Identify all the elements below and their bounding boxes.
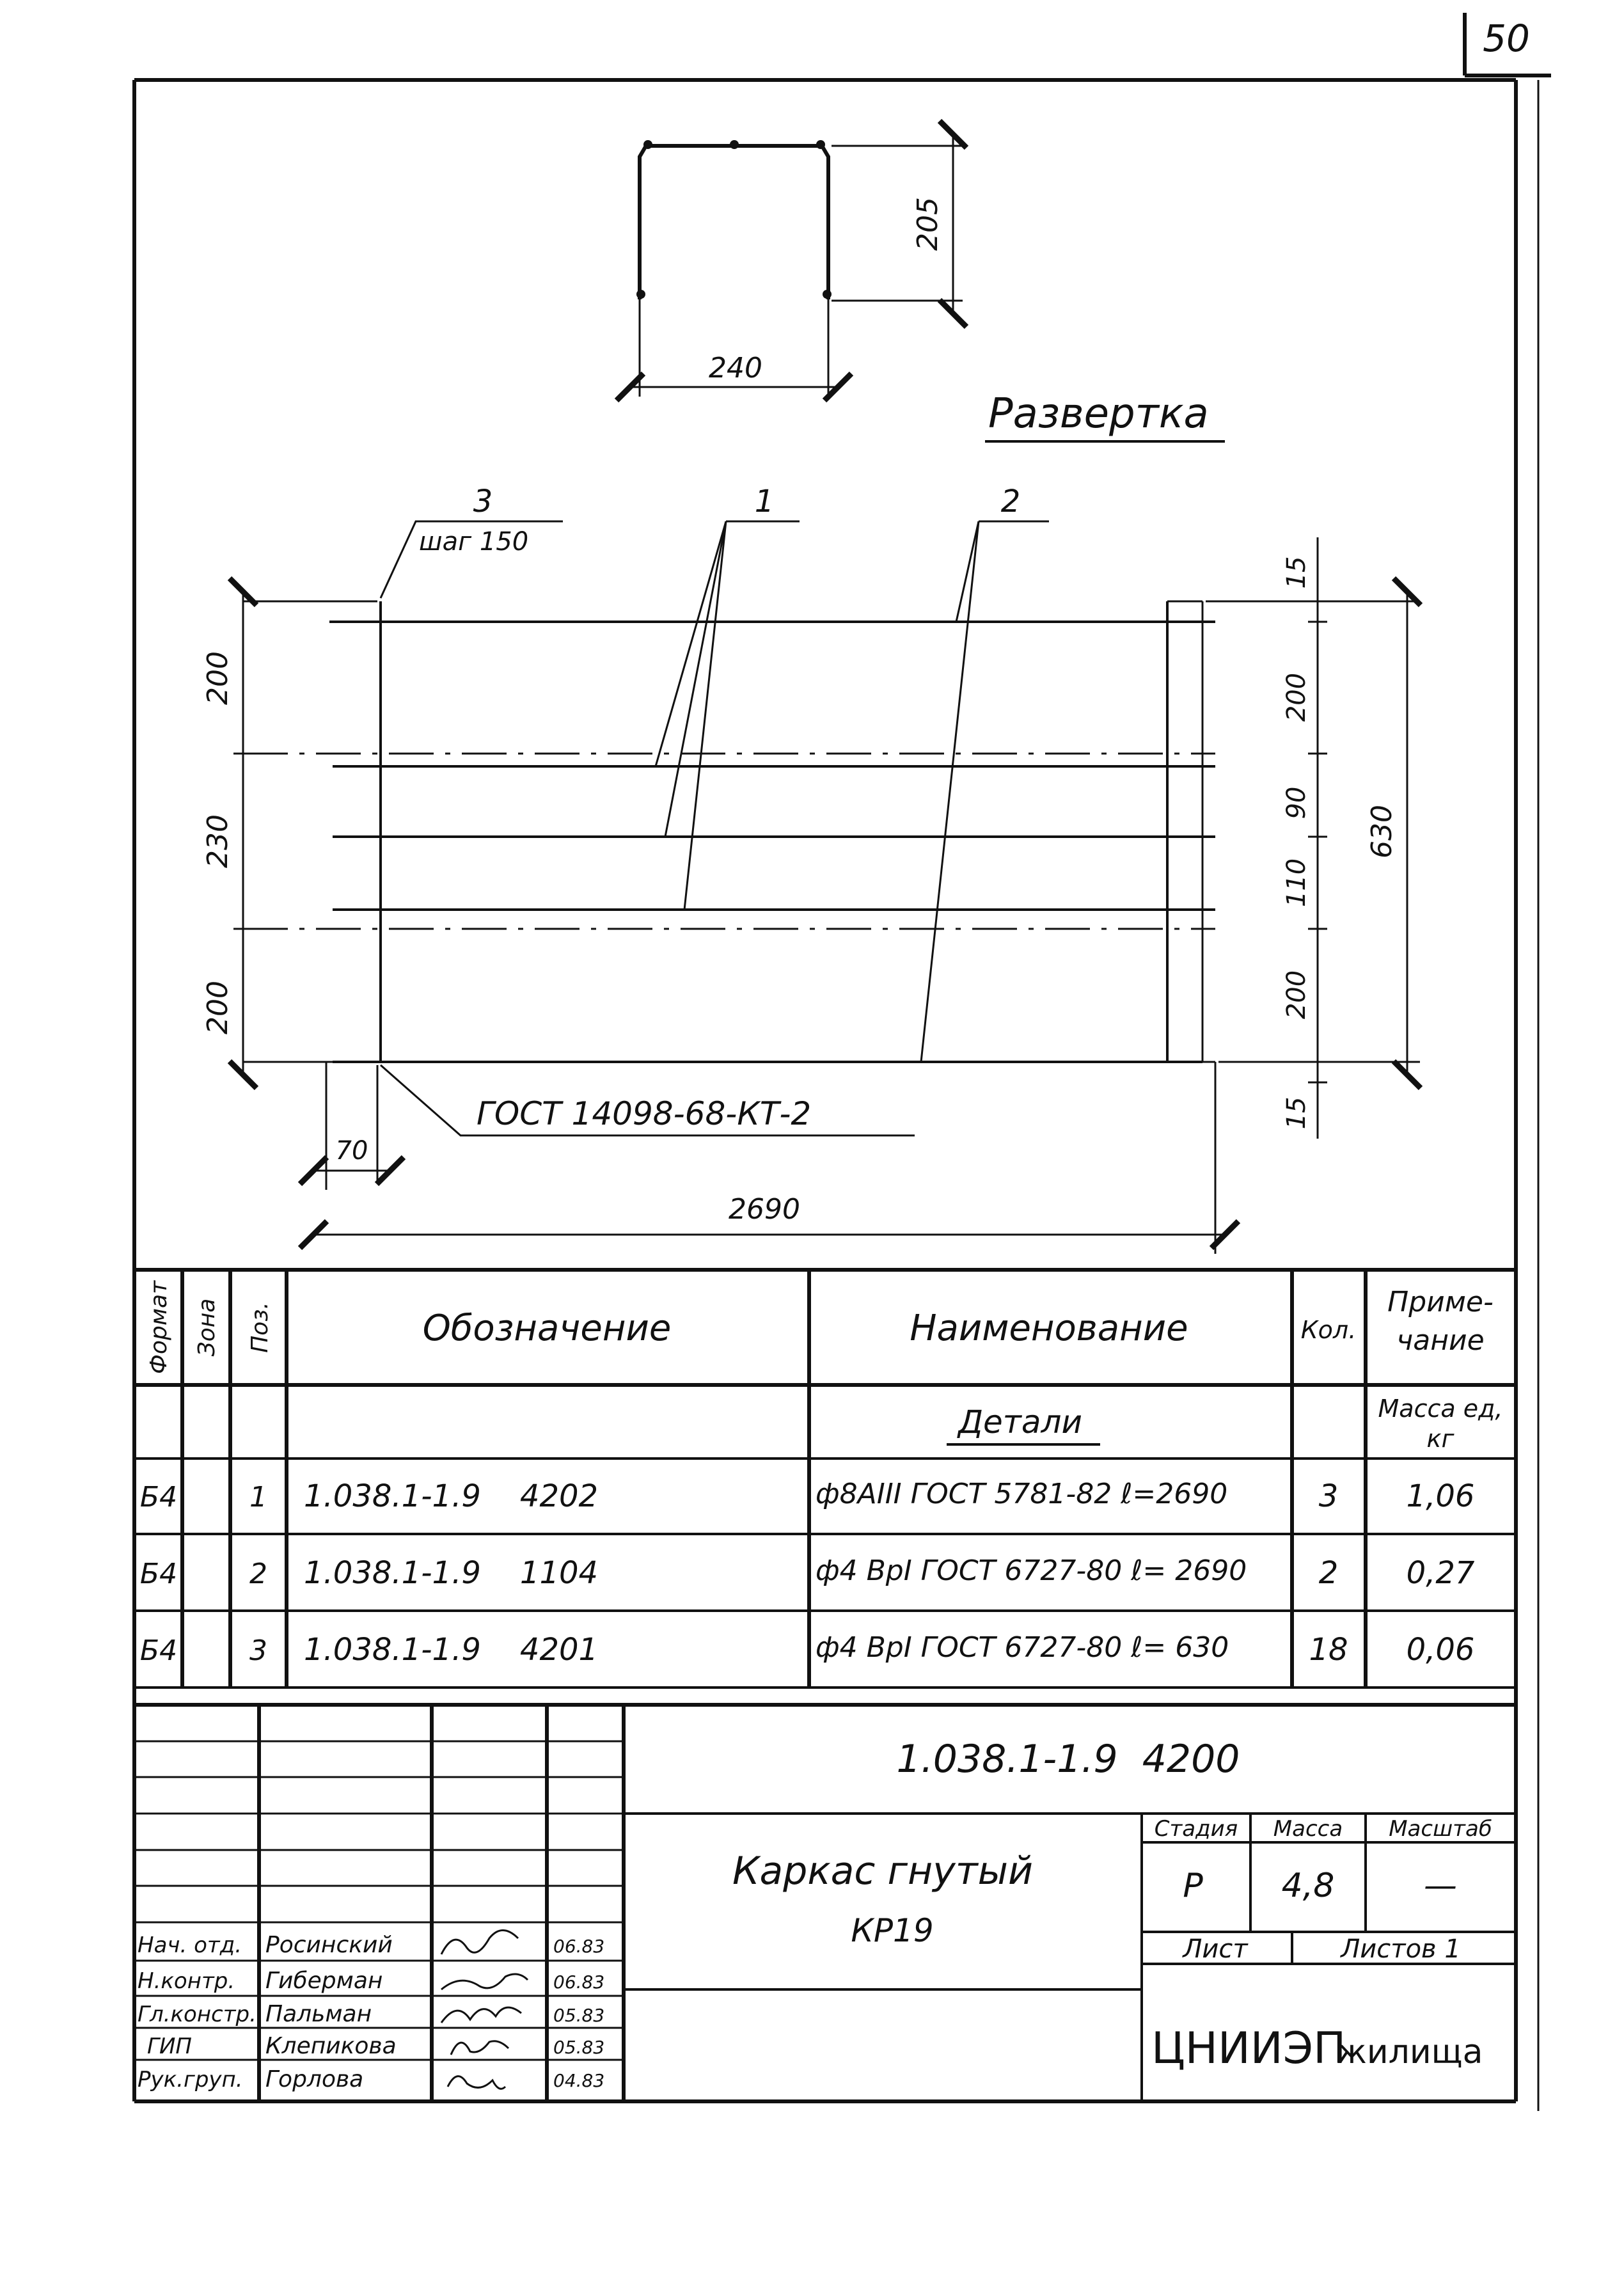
signature-role: Н.контр.: [138, 1968, 235, 1994]
left-dim-230: 230: [201, 814, 234, 868]
signature-role: ГИП: [147, 2034, 192, 2059]
scale-label: Масштаб: [1389, 1816, 1492, 1842]
signature-scribble: [441, 2007, 521, 2023]
signature-scribble: [451, 2041, 508, 2055]
section-height-dim: 205: [911, 197, 944, 251]
signature-name: Росинский: [265, 1932, 393, 1958]
header-format: Формат: [146, 1280, 172, 1375]
row-note: 1,06: [1406, 1478, 1475, 1514]
sheet-label: Лист: [1183, 1934, 1248, 1964]
signature-role: Рук.груп.: [138, 2067, 243, 2092]
header-note-line1: Приме-: [1387, 1286, 1494, 1318]
signature-role: Гл.констр.: [138, 2002, 256, 2027]
signature-date: 06.83: [553, 1936, 605, 1957]
row-note: 0,06: [1406, 1632, 1475, 1668]
signature-name: Горлова: [265, 2066, 364, 2092]
specification-table: [134, 1270, 1516, 1688]
mass-value: 4,8: [1281, 1867, 1335, 1905]
row-position: 2: [249, 1558, 267, 1590]
signature-role: Нач. отд.: [138, 1933, 242, 1958]
header-note-line2: чание: [1396, 1324, 1485, 1357]
organization-logo: ЦНИИЭП: [1151, 2023, 1346, 2074]
rod-dot: [636, 290, 645, 299]
section-title: Детали: [958, 1403, 1083, 1441]
right-dim-200-bottom: 200: [1282, 970, 1311, 1020]
document-code: 1.038.1-1.9 4200: [896, 1737, 1240, 1782]
signature-date: 05.83: [553, 2037, 605, 2058]
sheet-frame: [134, 80, 1538, 2111]
rod-dot: [816, 140, 825, 149]
left-dim-200-top: 200: [201, 651, 234, 705]
rod-dot: [730, 140, 739, 149]
signature-row: [138, 1931, 604, 1959]
header-designation: Обозначение: [422, 1308, 672, 1349]
rod-dot: [643, 140, 652, 149]
mass-label-line2: кг: [1426, 1425, 1455, 1453]
signature-row: [138, 2001, 604, 2027]
row-quantity: 2: [1318, 1555, 1339, 1591]
product-name: Каркас гнутый: [732, 1849, 1034, 1893]
callout-1: 1: [754, 484, 775, 519]
development-title: Развертка: [988, 390, 1209, 438]
signature-name: Гиберман: [265, 1968, 383, 1994]
row-note: 0,27: [1406, 1555, 1475, 1591]
development-view: [201, 484, 1420, 1254]
rod-dot: [823, 290, 832, 299]
signature-date: 05.83: [553, 2005, 605, 2026]
row-format: Б4: [139, 1634, 178, 1667]
header-position: Поз.: [247, 1302, 273, 1353]
section-width-dim: 240: [709, 352, 762, 384]
header-zone: Зона: [194, 1298, 220, 1357]
callout-2: 2: [1000, 484, 1021, 519]
page-number: 50: [1483, 17, 1530, 60]
row-name: ф4 ВрI ГОСТ 6727-80 ℓ= 2690: [816, 1554, 1247, 1587]
signature-name: Пальман: [265, 2001, 372, 2027]
signature-date: 04.83: [553, 2070, 605, 2091]
signature-row: [147, 2033, 604, 2059]
offset-dim: 70: [335, 1136, 368, 1166]
signature-name: Клепикова: [265, 2033, 397, 2059]
row-designation: 1.038.1-1.9 1104: [304, 1555, 599, 1591]
signature-scribble: [448, 2076, 505, 2089]
right-dim-15-top: 15: [1282, 556, 1311, 589]
mass-label: Масса: [1273, 1816, 1343, 1842]
product-mark: КР19: [851, 1912, 934, 1949]
signature-scribble: [441, 1931, 518, 1955]
section-view: [630, 134, 963, 397]
total-length-dim: 2690: [729, 1193, 800, 1226]
row-position: 1: [249, 1481, 267, 1514]
row-position: 3: [249, 1634, 267, 1667]
row-name: ф8АIII ГОСТ 5781-82 ℓ=2690: [816, 1478, 1228, 1510]
row-designation: 1.038.1-1.9 4201: [304, 1632, 599, 1668]
right-dim-90: 90: [1282, 786, 1311, 819]
row-name: ф4 ВрI ГОСТ 6727-80 ℓ= 630: [816, 1631, 1229, 1664]
signature-date: 06.83: [553, 1972, 605, 1993]
sheets-count: Листов 1: [1341, 1934, 1461, 1964]
stage-value: Р: [1183, 1867, 1203, 1905]
signature-scribble: [441, 1974, 528, 1989]
row-format: Б4: [139, 1558, 178, 1590]
row-designation: 1.038.1-1.9 4202: [304, 1478, 599, 1514]
mass-label-line1: Масса ед,: [1378, 1395, 1503, 1423]
signature-row: [138, 1968, 604, 1994]
header-quantity: Кол.: [1300, 1316, 1357, 1344]
row-format: Б4: [139, 1481, 178, 1514]
signature-row: [138, 2066, 604, 2092]
right-dim-15-bottom: 15: [1282, 1096, 1311, 1130]
right-dim-110: 110: [1282, 858, 1311, 908]
stage-label: Стадия: [1154, 1816, 1238, 1842]
row-quantity: 3: [1318, 1478, 1339, 1514]
page-number-box: [1465, 13, 1551, 75]
organization-name: жилища: [1337, 2033, 1483, 2071]
callout-3: 3: [473, 484, 493, 519]
weld-note: ГОСТ 14098-68-КТ-2: [477, 1095, 812, 1132]
left-dim-200-bottom: 200: [201, 981, 234, 1034]
right-dim-200-top: 200: [1282, 672, 1311, 722]
header-name: Наименование: [910, 1308, 1188, 1349]
row-quantity: 18: [1309, 1632, 1348, 1668]
callout-3-note: шаг 150: [419, 527, 529, 557]
title-block: [134, 1705, 1516, 2101]
scale-value: —: [1424, 1867, 1457, 1905]
total-height-dim: 630: [1366, 805, 1398, 858]
